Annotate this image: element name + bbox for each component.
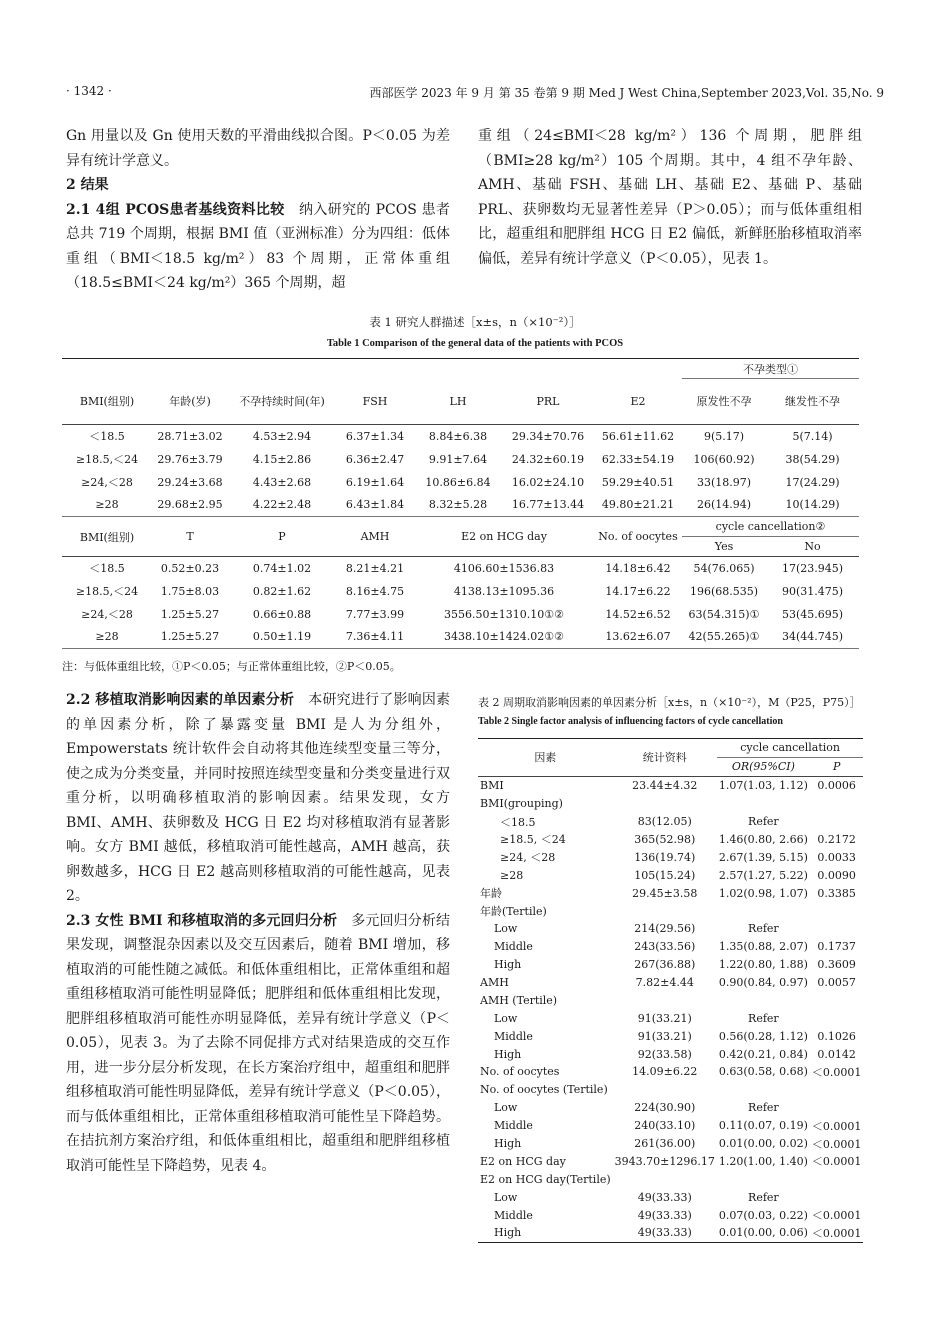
t2-stat: [613, 902, 717, 920]
t2-p: ＜0.0001: [811, 1065, 862, 1079]
t1-cell: 24.32±60.19: [511, 452, 585, 466]
t1-row: [62, 425, 859, 448]
t1-row: [62, 448, 859, 471]
t1-cell: 16.02±24.10: [511, 475, 585, 489]
method-tail: Gn 用量以及 Gn 使用天数的平滑曲线拟合图。P＜0.05 为差异有统计学意义。: [66, 128, 450, 169]
t2-p: ＜0.0001: [810, 1224, 864, 1242]
t2-row: [478, 848, 863, 866]
t1-row: [62, 471, 859, 494]
para-2-2: 2.2 移植取消影响因素的单因素分析 本研究进行了影响因素的单因素分析，除了暴露变量 BMI 是人为分组外，Empowerstats 统计软件会自动将其他连续型变量三等分，使之成为分类变量，并同时按照连续型变量和分类变量进行双重分析，以明确移植取消的影响因素。结果发现，女方 BMI、AMH、获卵数及 HCG 日 E2 均对移植取消有显著影响。女方 BMI 越低，移植取消可能性越高，AMH 越高，获卵数越多，HCG 日 E2 越高则移植取消的可能性越高，见表 2。: [66, 692, 451, 904]
t2-row: [478, 1081, 863, 1099]
t2-or: [717, 1081, 810, 1099]
t2-row: [478, 920, 863, 938]
t2-stat: 136(19.74): [634, 850, 696, 864]
t2-or: 0.01(0.00, 0.02): [718, 1137, 808, 1151]
t1-p2-cell: 0.50±1.19: [228, 626, 336, 649]
t2-row: [478, 776, 863, 794]
t2-or: 1.02(0.98, 1.07): [718, 886, 808, 900]
t2-row: [478, 1170, 863, 1188]
t1-cell: 10.86±6.84: [425, 475, 491, 489]
t1-p2-cell: 8.21±4.21: [345, 561, 405, 575]
t2-factor: Low: [494, 1101, 518, 1115]
t2-row: [478, 1224, 863, 1242]
t1-p2-header-3: AMH: [336, 517, 414, 557]
t2-p: 0.2172: [817, 832, 856, 846]
t2-stat: [613, 795, 717, 813]
subheading-2-1: 2.1 4组 PCOS患者基线资料比较: [66, 201, 285, 218]
t2-or: 1.22(0.80, 1.88): [718, 958, 808, 972]
t2-factor: ≥28: [500, 868, 524, 882]
t1-p2-cell: 7.77±3.99: [345, 607, 405, 621]
t1-p2-header-2: P: [228, 517, 336, 557]
infertility-type-header: 不孕类型①: [682, 359, 859, 379]
table1-note: 注：与低体重组比较，①P＜0.05；与正常体重组比较，②P＜0.05。: [62, 660, 401, 673]
page-number: · 1342 ·: [66, 84, 112, 98]
t1-cell: 10(14.29): [766, 494, 859, 517]
t2-row: [478, 991, 863, 1009]
t1-p2-row: [62, 580, 859, 603]
t1-header-0: BMI(组别): [62, 379, 152, 425]
t2-factor: Middle: [494, 1119, 533, 1133]
t2-or: 0.56(0.28, 1.12): [718, 1029, 808, 1043]
t1-p2-cell: 196(68.535): [689, 584, 759, 598]
t2-row: [478, 974, 863, 992]
t1-p2-cell: 7.36±4.11: [336, 626, 414, 649]
t2-row: [478, 1152, 863, 1170]
t2-p: [810, 1188, 864, 1206]
t2-row: [478, 956, 863, 974]
t1-cell: 29.68±2.95: [152, 494, 228, 517]
right-column-top: [478, 124, 862, 271]
para-2-3: 2.3 女性 BMI 和移植取消的多元回归分析 多元回归分析结果发现，调整混杂因素以及交互因素后，随着 BMI 增加，移植取消的可能性随之减低。和低体重组相比，正常体重组和超重组移植取消可能性明显降低；肥胖组和低体重组相比发现，肥胖组移植取消可能性亦明显降低，差异有统计学意义（P＜0.05），见表 3。为了去除不同促排方式对结果造成的交互作用，进一步分层分析发现，在长方案治疗组中，超重组和肥胖组移植取消可能性明显降低，差异有统计学意义（P＜0.05），而与低体重组相比，正常体重组移植取消可能性呈下降趋势。在拮抗剂方案治疗组，和低体重组相比，超重组和肥胖组移植取消可能性呈下降趋势，见表 4。: [66, 912, 451, 1174]
t2-p-header: P: [810, 757, 864, 776]
t1-cell: ＜18.5: [89, 430, 125, 444]
t2-factor: AMH: [480, 976, 509, 990]
left-column-bottom: [66, 688, 450, 1178]
t2-stat: 49(33.33): [637, 1190, 692, 1204]
t1-p2-cell: ≥28: [62, 626, 152, 649]
t2-p: 0.3609: [817, 958, 856, 972]
t2-row: [478, 1045, 863, 1063]
t2-stat: 3943.70±1296.17: [614, 1154, 715, 1168]
table2-caption: 表 2 周期取消影响因素的单因素分析［x±s，n（×10⁻²），M（P25，P75）］: [478, 696, 861, 709]
t1-p2-cell: 4138.13±1095.36: [453, 584, 555, 598]
t2-factor: Low: [494, 922, 518, 936]
t2-p: 0.0090: [817, 868, 856, 882]
t2-stat: 7.82±4.44: [635, 976, 694, 990]
t2-row: [478, 830, 863, 848]
t2-factor: High: [494, 1137, 522, 1151]
t2-or: 2.57(1.27, 5.22): [718, 868, 808, 882]
t1-cell: 8.84±6.38: [428, 429, 488, 443]
t2-p: [810, 1170, 864, 1188]
t2-p: ＜0.0001: [811, 1119, 862, 1133]
t2-or: 0.07(0.03, 0.22): [718, 1208, 808, 1222]
t2-stat: 267(36.88): [634, 958, 696, 972]
t1-cell: 6.37±1.34: [345, 429, 405, 443]
t2-factor-header: 因素: [478, 739, 613, 777]
t1-header-3: FSH: [336, 379, 414, 425]
t2-factor: 年龄(Tertile): [480, 904, 547, 918]
t1-cell: 29.24±3.68: [157, 475, 223, 489]
t2-or: [717, 902, 810, 920]
t1-cell: 33(18.97): [696, 475, 752, 489]
t1-header-2: 不孕持续时间(年): [228, 379, 336, 425]
t2-p: 0.0006: [817, 779, 856, 793]
t1-cell: 4.22±2.48: [228, 494, 336, 517]
table2-caption-en: Table 2 Single factor analysis of influencing factors of cycle cancellation: [478, 716, 783, 727]
t2-row: [478, 1099, 863, 1117]
t2-p: [810, 991, 864, 1009]
t2-stat: 243(33.56): [634, 940, 696, 954]
t2-factor: AMH (Tertile): [480, 993, 558, 1007]
t1-cell: 5(7.14): [792, 429, 833, 443]
t1-header-1: 年龄(岁): [152, 379, 228, 425]
t2-stat: 261(36.00): [634, 1137, 696, 1151]
t1-cell: 8.32±5.28: [414, 494, 502, 517]
t2-factor: Middle: [494, 940, 533, 954]
t1-p2-row: [62, 603, 859, 626]
t2-factor: No. of oocytes: [480, 1065, 560, 1079]
t1-p2-cell: 53(45.695): [781, 607, 844, 621]
t2-or: Refer: [748, 922, 779, 936]
t2-stat: 29.45±3.58: [632, 886, 698, 900]
t2-p: [810, 902, 864, 920]
t1-p2-cell: 4106.60±1536.83: [453, 561, 555, 575]
cycle-yes-header: Yes: [682, 537, 766, 557]
t2-or: [717, 795, 810, 813]
journal-info: 西部医学 2023 年 9 月 第 35 卷第 9 期 Med J West China,September 2023,Vol. 35,No. 9: [369, 86, 884, 100]
t1-cell: 29.76±3.79: [157, 452, 223, 466]
t1-p2-header-4: E2 on HCG day: [414, 517, 594, 557]
t1-cell: 26(14.94): [682, 494, 766, 517]
t1-p2-cell: 1.25±5.27: [160, 607, 220, 621]
t2-row: [478, 866, 863, 884]
t2-factor: High: [494, 1047, 522, 1061]
t2-factor: BMI(grouping): [480, 797, 563, 811]
t2-factor: Low: [494, 1011, 518, 1025]
t2-stat: 224(30.90): [634, 1101, 696, 1115]
t2-or: [717, 1170, 810, 1188]
t1-cell: ≥18.5,＜24: [75, 453, 139, 466]
t2-factor: 年龄: [480, 887, 502, 901]
t1-p2-cell: 0.66±0.88: [252, 607, 312, 621]
t2-p: 0.1026: [817, 1029, 856, 1043]
t2-or: 0.42(0.21, 0.84): [718, 1047, 808, 1061]
t2-row: [478, 902, 863, 920]
t2-stat: 49(33.33): [637, 1208, 692, 1222]
t2-stat: 49(33.33): [613, 1224, 717, 1242]
t1-p2-cell: 54(76.065): [693, 561, 755, 575]
t2-p: 0.0033: [817, 850, 856, 864]
t2-or: 2.67(1.39, 5.15): [718, 850, 808, 864]
t1-cell: 56.61±11.62: [601, 429, 675, 443]
t1-cell: 6.43±1.84: [336, 494, 414, 517]
table1-caption-en: Table 1 Comparison of the general data of the patients with PCOS: [326, 338, 624, 349]
t1-cell: 29.34±70.76: [511, 429, 585, 443]
t2-stat: [613, 1081, 717, 1099]
t2-p: ＜0.0001: [811, 1155, 862, 1169]
t1-p2-header-5: No. of oocytes: [594, 517, 682, 557]
para-2-1-cont: 重组（24≤BMI＜28 kg/m²）136 个周期，肥胖组（BMI≥28 kg/m²）105 个周期。其中，4 组不孕年龄、AMH、基础 FSH、基础 LH、基础 E2、基础 P、基础 PRL、获卵数均无显著性差异（P＞0.05）；而与低体重组相比，超重组和肥胖组 HCG 日 E2 偏低，新鲜胚胎移植取消率偏低，差异有统计学意义（P＜0.05），见表 1。: [478, 128, 862, 267]
t2-or: 0.01(0.00, 0.06): [717, 1224, 810, 1242]
t1-cell: 28.71±3.02: [157, 429, 223, 443]
t2-p: ＜0.0001: [811, 1137, 862, 1151]
t2-row: [478, 1135, 863, 1153]
t2-p: [810, 1009, 864, 1027]
t2-factor: ≥24, ＜28: [500, 851, 556, 865]
t1-cell: 4.15±2.86: [252, 452, 312, 466]
t1-cell: 9.91±7.64: [428, 452, 488, 466]
t1-p2-cell: 17(23.945): [781, 561, 844, 575]
t2-stat: 91(33.21): [637, 1029, 692, 1043]
t2-stat: 365(52.98): [634, 832, 696, 846]
t2-factor: E2 on HCG day(Tertile): [480, 1172, 611, 1186]
t2-p: [810, 813, 864, 831]
t1-p2-cell: 14.17±6.22: [605, 584, 671, 598]
t1-p2-header-1: T: [152, 517, 228, 557]
table1: [62, 358, 859, 649]
t2-factor: E2 on HCG day: [480, 1154, 566, 1168]
t2-stat: 240(33.10): [634, 1119, 696, 1133]
t1-p2-row: [62, 557, 859, 580]
t2-factor: High: [478, 1224, 613, 1242]
t2-or: 1.07(1.03, 1.12): [718, 779, 808, 793]
t1-p2-cell: 8.16±4.75: [345, 584, 405, 598]
t2-factor: Middle: [494, 1208, 533, 1222]
t2-or: [717, 991, 810, 1009]
t2-factor: BMI: [480, 779, 504, 793]
t1-header-4: LH: [414, 379, 502, 425]
t1-p2-cell: 3438.10±1424.02①②: [414, 626, 594, 649]
t1-infertility-sub-1: 继发性不孕: [766, 379, 859, 425]
t2-factor: ＜18.5: [500, 815, 536, 829]
t1-p2-row: [62, 626, 859, 649]
t1-header-6: E2: [594, 379, 682, 425]
t2-row: [478, 1009, 863, 1027]
t2-row: [478, 1117, 863, 1135]
t1-cell: ≥24,＜28: [81, 476, 133, 489]
t1-cell: 4.43±2.68: [252, 475, 312, 489]
t2-stat: 214(29.56): [634, 922, 696, 936]
t1-cell: 106(60.92): [693, 452, 755, 466]
t1-cell: 38(54.29): [785, 452, 840, 466]
t1-p2-cell: 0.74±1.02: [252, 561, 312, 575]
t1-cell: 17(24.29): [785, 475, 840, 489]
cycle-no-header: No: [766, 537, 859, 557]
t1-p2-cell: 0.82±1.62: [252, 584, 312, 598]
t2-stat: 83(12.05): [637, 815, 692, 828]
t2-row: [478, 1206, 863, 1224]
t1-p2-cell: ≥18.5,＜24: [75, 585, 139, 598]
table1-caption: 表 1 研究人群描述［x±s，n（×10⁻²）］: [369, 315, 581, 329]
t2-stat: 14.09±6.22: [632, 1065, 698, 1079]
t2-p: 0.0142: [817, 1047, 856, 1061]
t2-factor: Middle: [494, 1029, 533, 1043]
t2-p: [810, 920, 864, 938]
t2-factor: ≥18.5, ＜24: [500, 833, 566, 847]
t1-cell: 59.29±40.51: [601, 475, 675, 489]
subheading-2-3: 2.3 女性 BMI 和移植取消的多元回归分析: [66, 912, 338, 929]
table2: [478, 738, 863, 1243]
cycle-cancellation-header: cycle cancellation②: [682, 517, 859, 537]
section-heading-results: 2 结果: [66, 177, 109, 193]
t1-cell: 9(5.17): [703, 429, 745, 443]
t1-p2-cell: 1.75±8.03: [160, 584, 220, 598]
t2-or: 0.63(0.58, 0.68): [718, 1065, 808, 1079]
t1-p2-cell: 13.62±6.07: [594, 626, 682, 649]
t1-p2-cell: 14.18±6.42: [605, 561, 671, 575]
t2-or: 0.90(0.84, 0.97): [718, 976, 808, 990]
t1-p2-cell: 63(54.315)①: [688, 607, 760, 621]
t2-stat: [613, 1170, 717, 1188]
t2-row: [478, 1188, 863, 1206]
t1-header-5: PRL: [502, 379, 594, 425]
t1-p2-cell: 1.25±5.27: [152, 626, 228, 649]
t2-or: 1.35(0.88, 2.07): [718, 940, 808, 954]
t1-p2-cell: 90(31.475): [781, 584, 844, 598]
t2-stat: [613, 991, 717, 1009]
t2-or: 1.20(1.00, 1.40): [718, 1154, 808, 1168]
t1-p2-cell: 3556.50±1310.10①②: [444, 607, 564, 621]
para-2-1: 2.1 4组 PCOS患者基线资料比较 纳入研究的 PCOS 患者总共 719 个周期，根据 BMI 值（亚洲标准）分为四组：低体重组（BMI＜18.5 kg/m²）83 个周期，正常体重组（18.5≤BMI＜24 kg/m²）365 个周期，超: [66, 201, 451, 291]
t1-p2-cell: ≥24,＜28: [81, 608, 133, 621]
t1-cell: 6.36±2.47: [345, 452, 405, 466]
t2-row: [478, 1063, 863, 1081]
t1-cell: 16.77±13.44: [502, 494, 594, 517]
t2-stat-header: 统计资料: [613, 739, 717, 777]
t1-p2-header-0: BMI(组别): [62, 517, 152, 557]
left-column-top: [66, 124, 450, 296]
t2-factor: Low: [494, 1190, 518, 1204]
t2-p: [810, 1081, 864, 1099]
t1-row: [62, 494, 859, 517]
t2-p: [810, 795, 864, 813]
t1-cell: 49.80±21.21: [594, 494, 682, 517]
t2-or: Refer: [748, 815, 779, 828]
t2-row: [478, 884, 863, 902]
t1-cell: 6.19±1.64: [345, 475, 405, 489]
t1-p2-cell: ＜18.5: [89, 562, 125, 576]
t2-p: 0.3385: [817, 886, 856, 900]
t2-or: Refer: [748, 1101, 779, 1115]
t2-stat: 91(33.21): [637, 1011, 692, 1025]
t2-p: 0.1737: [817, 940, 856, 954]
t2-p: 0.0057: [817, 976, 856, 990]
t2-or: Refer: [748, 1011, 779, 1025]
t2-row: [478, 795, 863, 813]
t2-or: 1.46(0.80, 2.66): [718, 832, 808, 846]
t2-row: [478, 813, 863, 831]
t2-or-header: OR(95%CI): [717, 757, 810, 776]
subheading-2-2: 2.2 移植取消影响因素的单因素分析: [66, 692, 295, 708]
t2-p: [810, 1099, 864, 1117]
t2-row: [478, 1027, 863, 1045]
t1-p2-cell: 0.52±0.23: [160, 561, 220, 575]
t2-cycle-header: cycle cancellation: [717, 739, 864, 758]
t2-factor: High: [494, 958, 522, 972]
t2-or: 0.11(0.07, 0.19): [718, 1119, 808, 1133]
t1-p2-cell: 34(44.745): [766, 626, 859, 649]
t1-p2-cell: 14.52±6.52: [605, 607, 671, 621]
t2-stat: 23.44±4.32: [632, 779, 698, 793]
t2-stat: 105(15.24): [634, 868, 696, 882]
t1-infertility-sub-0: 原发性不孕: [682, 379, 766, 425]
t1-cell: 4.53±2.94: [252, 429, 312, 443]
t1-p2-cell: 42(55.265)①: [682, 626, 766, 649]
t1-cell: 62.33±54.19: [601, 452, 675, 466]
t2-or: Refer: [748, 1190, 779, 1204]
t2-factor: No. of oocytes (Tertile): [480, 1083, 608, 1097]
t2-p: ＜0.0001: [811, 1209, 862, 1223]
t2-row: [478, 938, 863, 956]
t1-cell: ≥28: [62, 494, 152, 517]
t2-stat: 92(33.58): [637, 1047, 692, 1061]
